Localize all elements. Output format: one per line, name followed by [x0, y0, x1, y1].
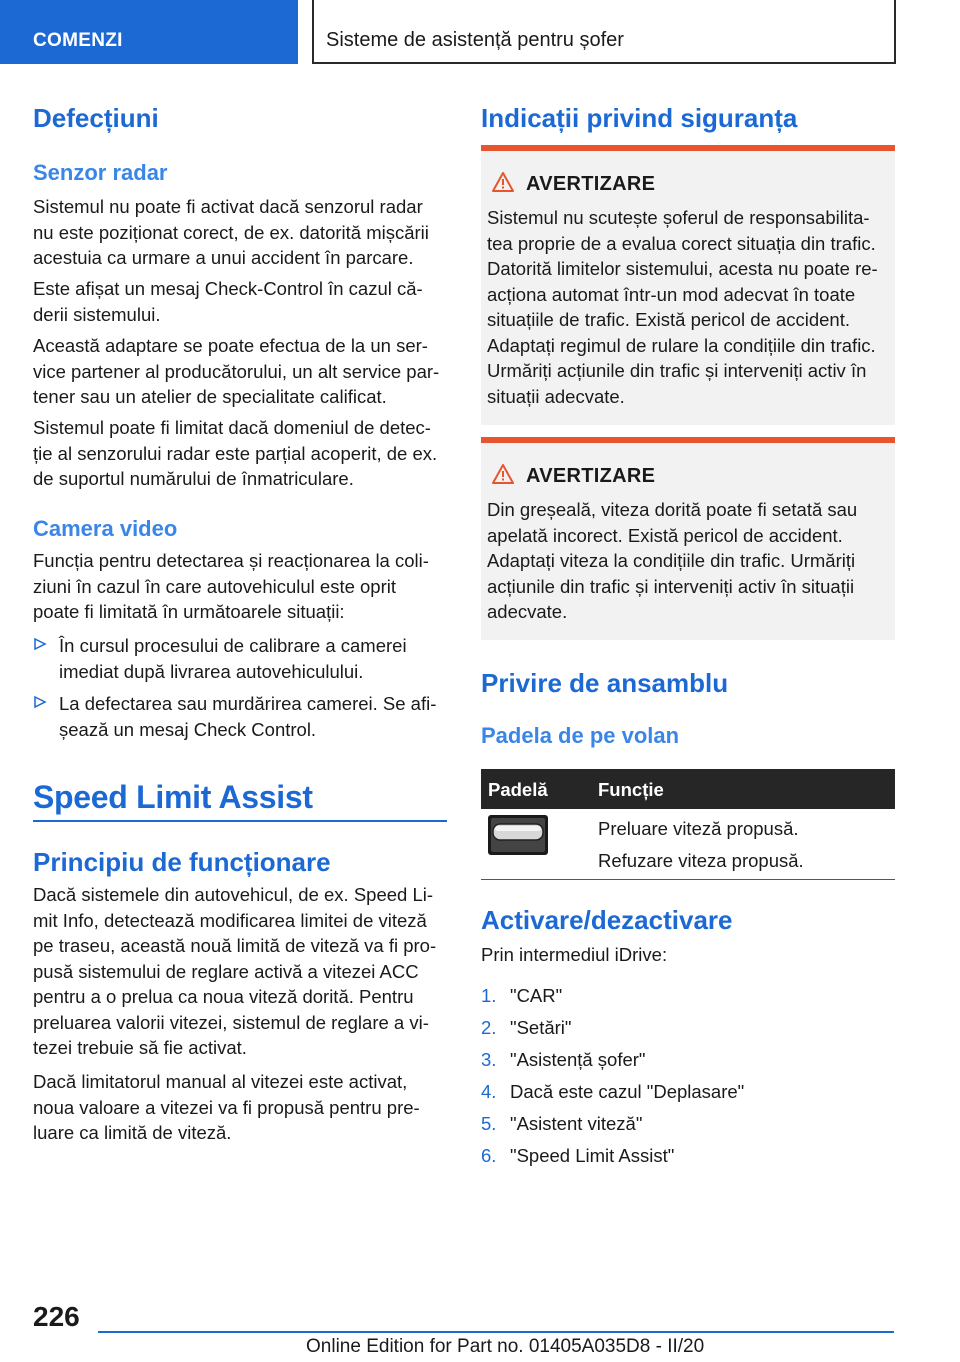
step-text: "CAR": [510, 985, 563, 1006]
warning-body: Din greșeală, viteza dorită poate fi setată sau apelată incorect. Există pericol de accident. Adaptați viteza la condițiile din trafic. Urmăriți acțiunile din trafic și interveniți activ în situații adecvate.: [487, 499, 858, 622]
triangle-bullet-icon: [33, 695, 47, 709]
section-title: COMENZI: [33, 30, 123, 51]
radar-paragraph-4: Sistemul poate fi limitat dacă domeniul de detec- ție al senzorului radar este parțial acoperit, de ex. de suportul numărului de înmatriculare.: [33, 417, 438, 489]
footer-rule: [98, 1331, 894, 1333]
warning-title: AVERTIZARE: [526, 465, 656, 487]
step-text: "Setări": [510, 1017, 572, 1038]
safety-heading: Indicații privind siguranța: [481, 103, 798, 133]
step-number: 4.: [481, 1081, 497, 1102]
paddle-heading: Padela de pe volan: [481, 723, 680, 748]
camera-paragraph: Funcția pentru detectarea și reacționarea la coli- ziuni în cazul în care autovehiculul este oprit poate fi limitată în următoarele situații:: [33, 550, 429, 622]
step-text: Dacă este cazul "Deplasare": [510, 1081, 745, 1102]
warning-title: AVERTIZARE: [526, 173, 656, 195]
warning-triangle-icon: [491, 463, 515, 485]
table-row-line-1: Preluare viteză propusă.: [598, 818, 799, 839]
activation-intro: Prin intermediul iDrive:: [481, 944, 668, 965]
steering-paddle-icon: [487, 814, 549, 856]
table-col-function: Funcție: [598, 779, 664, 800]
section-tab: [0, 0, 298, 64]
chapter-title: Sisteme de asistență pentru șofer: [326, 29, 624, 51]
speed-limit-assist-heading: Speed Limit Assist: [33, 779, 313, 815]
warning-box-1: [481, 145, 895, 425]
step-number: 2.: [481, 1017, 497, 1038]
heading-rule: [33, 820, 447, 822]
step-number: 6.: [481, 1145, 497, 1166]
table-row-line-2: Refuzare viteza propusă.: [598, 850, 804, 871]
step-text: "Asistent viteză": [510, 1113, 643, 1134]
chapter-tab: [312, 0, 896, 64]
table-header: [481, 769, 895, 809]
table-bottom-rule: [481, 879, 895, 880]
step-text: "Asistență șofer": [510, 1049, 646, 1070]
principle-heading: Principiu de funcționare: [33, 847, 331, 877]
step-text: "Speed Limit Assist": [510, 1145, 675, 1166]
warning-triangle-icon: [491, 171, 515, 193]
radar-paragraph-2: Este afișat un mesaj Check-Control în cazul că- derii sistemului.: [33, 278, 423, 325]
edition-note: Online Edition for Part no. 01405A035D8 - II/20: [306, 1336, 705, 1357]
radar-paragraph-3: Această adaptare se poate efectua de la un ser- vice partener al producătorului, un alt service par- tener sau un atelier de specialitate calificat.: [33, 335, 440, 407]
step-number: 3.: [481, 1049, 497, 1070]
table-col-paddle: Padelă: [488, 779, 548, 800]
page-number: 226: [33, 1301, 80, 1332]
camera-bullet-text: La defectarea sau murdărirea camerei. Se afi- șează un mesaj Check Control.: [59, 693, 437, 740]
step-number: 5.: [481, 1113, 497, 1134]
defects-heading: Defecțiuni: [33, 103, 159, 133]
step-number: 1.: [481, 985, 497, 1006]
triangle-bullet-icon: [33, 637, 47, 651]
overview-heading: Privire de ansamblu: [481, 668, 729, 698]
principle-paragraph-1: Dacă sistemele din autovehicul, de ex. Speed Li- mit Info, detectează modificarea limitei de viteză pe traseu, această nouă limită de viteză va fi pro- pusă sistemului de reglare activă a vitezei ACC pentru a o prelua ca noua viteză dorită. Pentru preluarea valorii vitezei, sistemul de reglare a vi- tezei trebuie să fie activat.: [33, 884, 437, 1058]
warning-box-2: [481, 437, 895, 640]
camera-bullet-text: În cursul procesului de calibrare a camerei imediat după livrarea autovehiculului.: [59, 635, 407, 682]
principle-paragraph-2: Dacă limitatorul manual al vitezei este activat, noua valoare a vitezei va fi propusă pentru pre- luare ca limită de viteză.: [33, 1071, 420, 1143]
camera-heading: Camera video: [33, 516, 178, 541]
warning-body: Sistemul nu scutește șoferul de responsabilita- tea proprie de a evalua corect situația din trafic. Datorită limitelor sistemului, acesta nu poate re- acționa automat într-un mod adecvat în toate situațiile de trafic. Există pericol de accident. Adaptați regimul de rulare la condițiile din trafic. Urmăriți acțiunile din trafic și interveniți activ în situații adecvate.: [487, 207, 878, 407]
radar-heading: Senzor radar: [33, 160, 168, 185]
radar-paragraph-1: Sistemul nu poate fi activat dacă senzorul radar nu este poziționat corect, de ex. datorită mișcării acestuia ca urmare a unui accident în parcare.: [33, 196, 429, 268]
activation-heading: Activare/dezactivare: [481, 905, 733, 935]
